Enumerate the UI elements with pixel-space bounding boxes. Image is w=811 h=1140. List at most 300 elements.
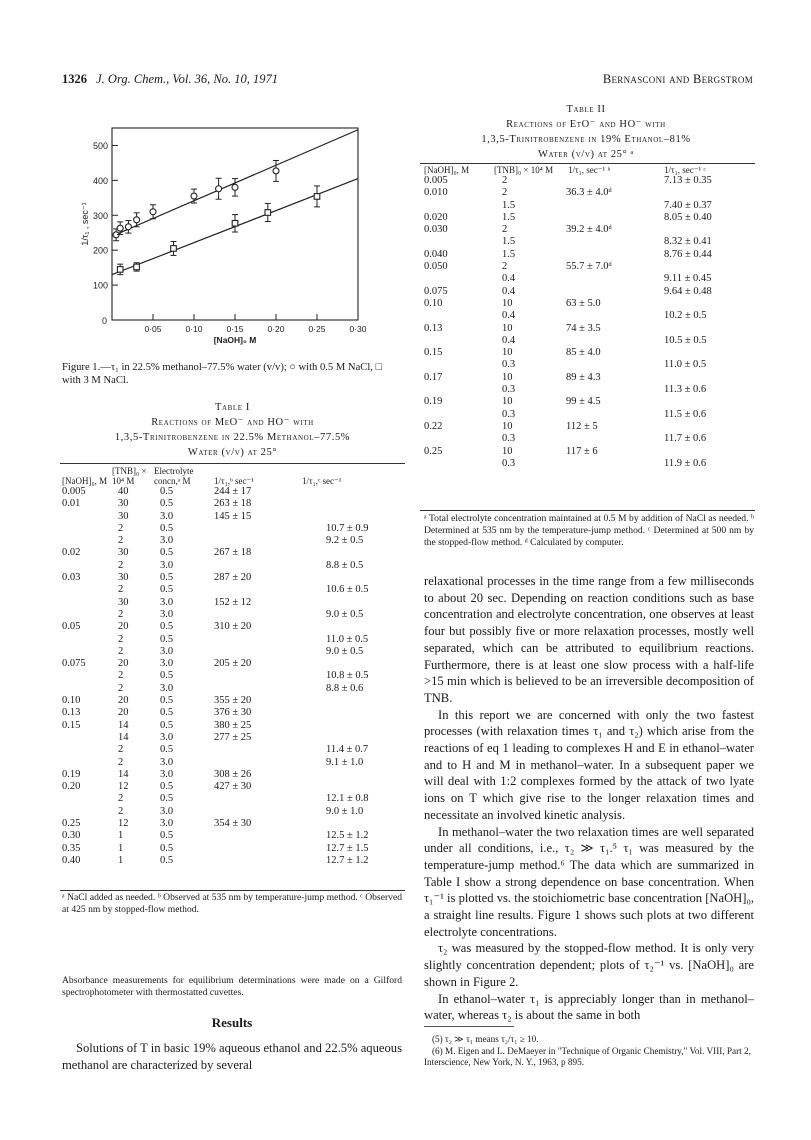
table2-cell: 2	[502, 261, 508, 273]
table1-cell: 0.005	[62, 486, 86, 497]
table1-cell: 0.5	[160, 584, 174, 596]
table1-row	[62, 793, 402, 805]
table2-cell	[554, 175, 664, 187]
table1-cell: 0.05	[62, 621, 81, 633]
table2-cell: 74 ± 3.5	[566, 322, 601, 334]
table1-cell: 20	[118, 621, 129, 633]
table1-cell: 0.5	[160, 830, 174, 842]
table2-cell: 0.19	[424, 396, 443, 408]
table1-cell	[62, 634, 112, 646]
table2-cell	[554, 384, 664, 396]
table-2	[424, 165, 754, 470]
table1-cell: 3.0	[160, 559, 174, 571]
table1-cell: 1	[118, 842, 124, 854]
running-authors: Bernasconi and Bergstrom	[602, 72, 753, 86]
table2-row	[424, 421, 754, 433]
table2-cell: 10	[502, 297, 513, 309]
table2-row	[424, 298, 754, 310]
table2-cell	[664, 187, 754, 199]
table1-cell: 0.5	[160, 633, 174, 645]
table1-row	[62, 597, 402, 609]
table2-cell: 10.2 ± 0.5	[664, 310, 707, 322]
table1-cell: 2	[118, 535, 124, 547]
table1-cell: 3.0	[160, 756, 174, 768]
table2-cell	[554, 409, 664, 421]
absorbance-paragraph: Absorbance measurements for equilibrium determinations were made on a Gilford spectrophotometer with thermostatted cuvettes.	[62, 975, 402, 998]
table1-cell: 0.5	[160, 854, 174, 866]
table2-row	[424, 347, 754, 359]
table2-row	[424, 409, 754, 421]
table2-row	[424, 433, 754, 445]
table1-cell	[214, 523, 302, 535]
table1-cell: 8.8 ± 0.5	[326, 559, 364, 571]
table1-cell	[62, 584, 112, 596]
chart-plot-area	[80, 128, 367, 345]
data-point-circle	[125, 224, 131, 230]
table1-cell: 12.5 ± 1.2	[326, 830, 369, 842]
table1-row	[62, 855, 402, 867]
body-paragraph: In this report we are concerned with only the two fastest processes (with relaxation times τ₁ and τ₂) which arise from the reactions of eq 1 leading to complexes H and E in ethanol–water and to H and M in methanol–water. In a subsequent paper we will deal with 1:2 complexes formed by the attack of two lyate ions on T which give rise to the longer relaxation times and necessitate an involved kinetic analysis.	[424, 707, 754, 822]
y-axis-label: 1/τ₁ , sec⁻¹	[80, 202, 90, 246]
table2-cell: 10	[502, 347, 513, 359]
table2-cell: 11.5 ± 0.6	[664, 408, 707, 420]
table-1-title-line: 1,3,5-Trinitrobenzene in 22.5% Methanol–77.5%	[114, 432, 351, 443]
table1-cell: 152 ± 12	[214, 596, 252, 608]
table1-cell	[214, 535, 302, 547]
table1-cell	[302, 572, 402, 584]
table1-cell	[62, 646, 112, 658]
table1-cell	[62, 757, 112, 769]
table1-cell: 380 ± 25	[214, 719, 252, 731]
table2-cell	[554, 335, 664, 347]
table1-cell	[62, 609, 112, 621]
table1-cell	[62, 683, 112, 695]
table2-cell: 39.2 ± 4.0ᵈ	[566, 224, 612, 236]
table1-cell: 12	[118, 781, 129, 793]
table1-cell	[214, 830, 302, 842]
table1-cell: 0.15	[62, 719, 81, 731]
table2-cell	[664, 446, 754, 458]
table1-row	[62, 732, 402, 744]
table1-row	[62, 572, 402, 584]
table2-cell: 11.7 ± 0.6	[664, 433, 707, 445]
table-1-label: Table I	[214, 402, 250, 413]
body-paragraph: τ₂ was measured by the stopped-flow method. It is only very slightly concentration dependent; plots of τ₂⁻¹ vs. [NaOH]₀ are shown in Figure 2.	[424, 941, 754, 989]
x-tick-label: 0·10	[185, 324, 203, 334]
table1-row	[62, 658, 402, 670]
table1-cell	[302, 498, 402, 510]
body-paragraph: In methanol–water the two relaxation times are well separated under all conditions, i.e., τ₂ ≫ τ₁.⁵ τ₁ was measured by the temperature-jump method.⁶ The data which are summarized in Table I show a strong dependence on base concentration. When τ₁⁻¹ is plotted vs. the stoichiometric base concentration [NaOH]₀, a straight line results. Figure 1 shows such plots at two different electrolyte concentrations.	[424, 824, 754, 939]
table2-cell: 0.13	[424, 322, 443, 334]
y-tick-label: 300	[92, 210, 108, 221]
table1-cell: 0.35	[62, 842, 81, 854]
data-point-square	[265, 210, 271, 216]
table1-row	[62, 547, 402, 559]
table2-cell	[424, 409, 494, 421]
table2-cell: 1.5	[502, 199, 516, 211]
data-point-square	[171, 246, 177, 252]
figure-1-chart	[68, 122, 403, 354]
table1-cell: 9.1 ± 1.0	[326, 756, 364, 768]
table1-cell	[62, 523, 112, 535]
table1-cell	[302, 547, 402, 559]
table1-cell	[214, 634, 302, 646]
table1-cell: 0.19	[62, 768, 81, 780]
table1-cell	[62, 597, 112, 609]
table1-cell: 0.5	[160, 547, 174, 559]
table1-cell: 20	[118, 695, 129, 707]
table1-cell: 2	[118, 756, 124, 768]
table2-row	[424, 458, 754, 470]
table2-cell: 0.030	[424, 224, 448, 236]
table2-cell: 7.13 ± 0.35	[664, 175, 712, 186]
table1-row	[62, 535, 402, 547]
y-tick-label: 200	[92, 245, 108, 256]
table1-cell	[302, 658, 402, 670]
reference-note: (5) τ₂ ≫ τ₁ means τ₂/τ₁ ≥ 10.	[432, 1034, 539, 1044]
table1-cell: 3.0	[160, 645, 174, 657]
table1-cell: 205 ± 20	[214, 658, 252, 670]
table2-cell	[424, 458, 494, 470]
table1-cell	[214, 683, 302, 695]
table1-cell: 0.5	[160, 842, 174, 854]
table2-cell: 0.4	[502, 334, 516, 346]
table2-cell: 99 ± 4.5	[566, 396, 601, 408]
table2-cell	[664, 323, 754, 335]
x-tick-label: 0·30	[349, 324, 367, 334]
table-1-header-cell: [TNB]₀ × 10⁴ M	[112, 466, 147, 486]
table2-cell: 8.76 ± 0.44	[664, 248, 712, 260]
table1-cell: 3.0	[160, 731, 174, 743]
table2-cell	[664, 224, 754, 236]
table1-cell: 0.5	[160, 707, 174, 719]
table2-row	[424, 384, 754, 396]
table1-row	[62, 695, 402, 707]
table2-cell: 0.3	[502, 384, 516, 396]
table1-cell: 3.0	[160, 768, 174, 780]
table2-row	[424, 310, 754, 322]
data-point-square	[314, 194, 320, 200]
table2-cell: 11.3 ± 0.6	[664, 384, 707, 396]
page-header-left	[62, 72, 278, 87]
table-1-header-cell: 1/τ₁,ᵇ sec⁻¹	[214, 476, 254, 486]
table1-cell: 2	[118, 805, 124, 817]
table-2-title-line: 1,3,5-Trinitrobenzene in 19% Ethanol–81%	[481, 134, 691, 145]
table2-row	[424, 446, 754, 458]
table2-cell: 1.5	[502, 211, 516, 223]
table2-cell: 0.22	[424, 420, 443, 432]
data-point-circle	[150, 209, 156, 215]
table2-cell: 112 ± 5	[566, 420, 598, 432]
table2-cell: 10	[502, 445, 513, 457]
table1-cell: 0.10	[62, 695, 81, 707]
table-1-bottom-rule	[60, 890, 405, 891]
table1-cell: 9.0 ± 0.5	[326, 645, 364, 657]
table2-cell	[554, 273, 664, 285]
table1-cell: 0.40	[62, 854, 81, 866]
table1-cell: 0.01	[62, 498, 81, 510]
table2-cell	[424, 236, 494, 248]
table2-row	[424, 212, 754, 224]
table2-cell: 7.40 ± 0.37	[664, 199, 712, 211]
table1-cell	[302, 781, 402, 793]
table2-cell: 117 ± 6	[566, 445, 598, 457]
table1-row	[62, 818, 402, 830]
table2-cell: 1.5	[502, 248, 516, 260]
table1-cell: 9.0 ± 0.5	[326, 608, 364, 620]
table2-row	[424, 249, 754, 261]
table1-cell: 0.20	[62, 781, 81, 793]
table1-cell: 12.1 ± 0.8	[326, 793, 369, 805]
table-1-title-line: Water (v/v) at 25°	[187, 447, 278, 458]
table2-cell: 0.075	[424, 285, 448, 297]
table2-cell: 55.7 ± 7.0ᵈ	[566, 261, 612, 273]
data-point-circle	[191, 193, 197, 199]
table-1-header-cell: 1/τ₁,ᶜ sec⁻¹	[302, 476, 342, 486]
table2-cell: 0.005	[424, 175, 448, 186]
table1-cell	[214, 806, 302, 818]
table2-cell: 0.10	[424, 297, 443, 309]
table1-row	[62, 646, 402, 658]
data-point-circle	[273, 168, 279, 174]
table-1-header-cell: Electrolyte concn,ᵃ M	[154, 466, 194, 486]
table1-cell: 427 ± 30	[214, 781, 252, 793]
table1-row	[62, 523, 402, 535]
table1-row	[62, 683, 402, 695]
right-column-body	[424, 573, 754, 1024]
table-2-label: Table II	[566, 104, 606, 115]
table1-cell: 2	[118, 633, 124, 645]
table-2-header-cell: [TNB]₀ × 10⁴ M	[494, 165, 554, 175]
table1-cell	[302, 597, 402, 609]
table1-cell: 2	[118, 645, 124, 657]
table-1-title-line: Reactions of MeO⁻ and HO⁻ with	[151, 417, 314, 428]
results-heading: Results	[211, 1015, 253, 1030]
table2-row	[424, 273, 754, 285]
table1-cell: 310 ± 20	[214, 621, 252, 633]
table2-cell: 0.3	[502, 408, 516, 420]
table-2-header-cell: 1/τ₁, sec⁻¹ ᶜ	[664, 165, 706, 175]
table1-cell: 3.0	[160, 535, 174, 547]
table1-cell: 2	[118, 793, 124, 805]
journal-citation: J. Org. Chem., Vol. 36, No. 10, 1971	[96, 72, 278, 86]
table1-row	[62, 670, 402, 682]
table1-row	[62, 720, 402, 732]
table-1-footnote: ᵃ NaCl added as needed. ᵇ Observed at 535 nm by temperature-jump method. ᶜ Observed at 425 nm by stopped-flow method.	[62, 892, 402, 915]
table1-cell	[62, 560, 112, 572]
table2-cell: 10	[502, 420, 513, 432]
table1-cell: 355 ± 20	[214, 695, 252, 707]
table2-cell	[664, 347, 754, 359]
table2-cell	[554, 310, 664, 322]
table2-cell	[424, 433, 494, 445]
table-2-footnote: ᵃ Total electrolyte concentration maintained at 0.5 M by addition of NaCl as needed. ᵇ Determined at 535 nm by the temperature-jump method. ᶜ Determined at 500 nm by the stopped-flow method. ᵈ Calculated by computer.	[424, 513, 754, 548]
table1-cell: 287 ± 20	[214, 572, 252, 584]
table1-cell: 2	[118, 744, 124, 756]
table1-cell: 0.5	[160, 572, 174, 584]
table1-row	[62, 498, 402, 510]
table1-cell: 30	[118, 510, 129, 522]
table1-row	[62, 584, 402, 596]
table1-cell: 1	[118, 854, 124, 866]
table1-cell: 0.5	[160, 522, 174, 534]
table1-cell: 30	[118, 498, 129, 510]
table1-cell: 14	[118, 768, 129, 780]
table1-row	[62, 707, 402, 719]
table1-cell: 11.4 ± 0.7	[326, 744, 369, 756]
table2-row	[424, 236, 754, 248]
table1-cell: 376 ± 30	[214, 707, 252, 719]
table1-cell: 0.30	[62, 830, 81, 842]
table2-cell	[424, 384, 494, 396]
table2-cell	[554, 458, 664, 470]
table1-cell: 2	[118, 559, 124, 571]
table2-cell: 10.5 ± 0.5	[664, 334, 707, 346]
table1-cell	[214, 646, 302, 658]
table2-cell	[554, 200, 664, 212]
table1-cell: 1	[118, 830, 124, 842]
table-2-header-cell: [NaOH]₀, M	[424, 165, 470, 175]
table1-cell: 3.0	[160, 658, 174, 670]
table1-cell	[214, 609, 302, 621]
table2-cell: 0.15	[424, 347, 443, 359]
table2-cell	[424, 335, 494, 347]
table1-row	[62, 757, 402, 769]
table1-cell	[62, 806, 112, 818]
table1-row	[62, 609, 402, 621]
table1-cell: 9.0 ± 1.0	[326, 805, 364, 817]
table2-cell: 11.0 ± 0.5	[664, 359, 707, 371]
table1-cell	[302, 818, 402, 830]
table2-cell: 0.4	[502, 285, 516, 297]
table-2-caption	[418, 102, 754, 162]
table2-cell	[424, 359, 494, 371]
table1-row	[62, 830, 402, 842]
table1-cell: 10.8 ± 0.5	[326, 670, 369, 682]
table1-cell: 0.075	[62, 658, 86, 670]
table2-cell	[424, 200, 494, 212]
table2-cell: 0.050	[424, 261, 448, 273]
table1-cell: 2	[118, 584, 124, 596]
table1-cell	[214, 757, 302, 769]
table1-cell: 20	[118, 707, 129, 719]
table2-cell	[554, 359, 664, 371]
table1-cell	[302, 486, 402, 498]
table1-cell: 263 ± 18	[214, 498, 252, 510]
table-1-top-rule	[60, 463, 405, 464]
table2-cell	[554, 249, 664, 261]
table2-row	[424, 261, 754, 273]
table1-row	[62, 560, 402, 572]
table1-cell	[214, 855, 302, 867]
table2-cell: 9.11 ± 0.45	[664, 273, 712, 285]
x-tick-label: 0·15	[226, 324, 244, 334]
table2-cell: 85 ± 4.0	[566, 347, 601, 359]
table1-cell: 3.0	[160, 682, 174, 694]
table1-row	[62, 781, 402, 793]
table2-row	[424, 359, 754, 371]
table1-cell: 0.5	[160, 670, 174, 682]
table2-cell	[664, 372, 754, 384]
table2-row	[424, 372, 754, 384]
table1-cell: 30	[118, 547, 129, 559]
table1-cell	[214, 560, 302, 572]
table1-cell: 3.0	[160, 805, 174, 817]
table2-row	[424, 286, 754, 298]
table1-cell	[302, 732, 402, 744]
table1-cell: 145 ± 15	[214, 510, 252, 522]
footnote-separator	[424, 1026, 514, 1027]
table2-cell: 0.3	[502, 457, 516, 469]
table1-row	[62, 634, 402, 646]
page-number: 1326	[62, 72, 87, 86]
table1-cell: 0.5	[160, 781, 174, 793]
x-tick-label: 0·25	[308, 324, 326, 334]
table1-cell: 2	[118, 670, 124, 682]
table1-row	[62, 769, 402, 781]
table-2-top-rule	[420, 163, 755, 164]
data-point-square	[117, 267, 123, 273]
table1-cell	[62, 670, 112, 682]
table1-cell: 30	[118, 596, 129, 608]
table2-cell: 0.020	[424, 211, 448, 223]
table1-cell	[214, 843, 302, 855]
table-2-header-cell: 1/τ₁, sec⁻¹ ᵇ	[568, 165, 611, 175]
table1-cell: 267 ± 18	[214, 547, 252, 559]
table1-cell: 12.7 ± 1.5	[326, 842, 369, 854]
table1-cell	[302, 769, 402, 781]
reference-notes	[424, 1034, 754, 1069]
table-1-header-row	[62, 466, 402, 486]
table-1-header-cell: [NaOH]₀, M	[62, 476, 108, 486]
table1-row	[62, 744, 402, 756]
table1-cell: 308 ± 26	[214, 768, 252, 780]
table2-cell: 36.3 ± 4.0ᵈ	[566, 187, 612, 199]
table1-cell: 2	[118, 682, 124, 694]
table1-cell: 10.7 ± 0.9	[326, 522, 369, 534]
table1-cell: 0.5	[160, 793, 174, 805]
table2-cell: 0.040	[424, 248, 448, 260]
table1-row	[62, 621, 402, 633]
table2-cell: 0.010	[424, 187, 448, 199]
table1-cell	[62, 732, 112, 744]
table2-row	[424, 224, 754, 236]
data-point-square	[232, 221, 238, 227]
table1-cell: 8.8 ± 0.6	[326, 682, 364, 694]
table1-row	[62, 511, 402, 523]
table2-cell: 2	[502, 175, 508, 186]
table2-cell: 11.9 ± 0.6	[664, 457, 707, 469]
table1-cell: 2	[118, 522, 124, 534]
table1-cell: 3.0	[160, 510, 174, 522]
table1-cell	[62, 535, 112, 547]
table2-cell: 2	[502, 224, 508, 236]
table2-cell: 0.4	[502, 310, 516, 322]
table1-cell: 14	[118, 731, 129, 743]
table1-cell	[302, 621, 402, 633]
data-point-square	[134, 264, 140, 270]
table2-cell: 8.32 ± 0.41	[664, 236, 712, 248]
table2-cell	[424, 273, 494, 285]
table1-cell: 0.5	[160, 621, 174, 633]
body-paragraph: In ethanol–water τ₁ is appreciably longer than in methanol–water, whereas τ₂ is about the same in both	[424, 991, 754, 1023]
body-paragraph: relaxational processes in the time range from a few milliseconds to about 20 sec. Depending on reaction conditions such as base concentration and electrolyte concentration, one observes at least four but possibly five or more relaxation processes, mostly well separated, which can be attributed to equilibrium reactions. Furthermore, there is at least one slow process with a half-life >15 min which is believed to be an irreversible decomposition of TNB.	[424, 574, 754, 705]
table1-cell: 0.5	[160, 744, 174, 756]
table1-cell: 20	[118, 658, 129, 670]
table2-row	[424, 187, 754, 199]
table-1	[62, 466, 402, 867]
table1-cell: 0.02	[62, 547, 81, 559]
